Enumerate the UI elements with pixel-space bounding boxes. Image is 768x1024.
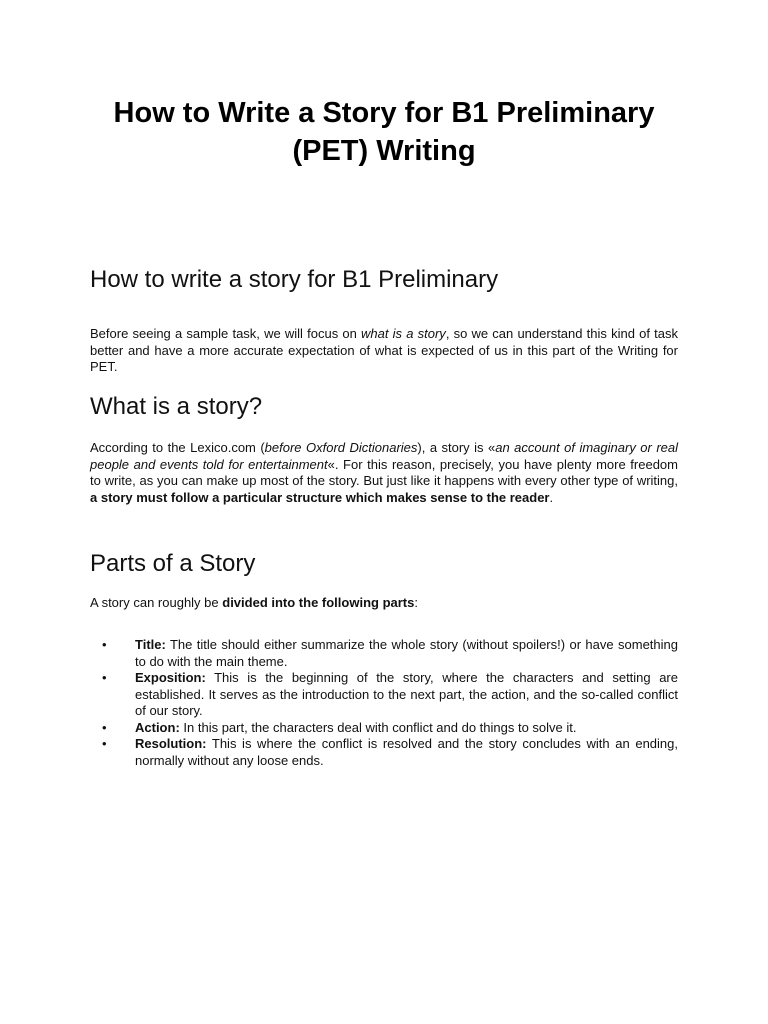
list-item-title (90, 637, 678, 670)
list-item-resolution (90, 736, 678, 769)
text-span: «. For this reason, precisely, you have plenty more freedom to write, as you can make up most of the story. But just like it happens with every other type of writing, (90, 456, 678, 488)
text-span: . (549, 489, 554, 505)
heading-what-is-a-story: What is a story? (90, 393, 263, 420)
list-item-exposition (90, 670, 678, 720)
parts-list (90, 637, 678, 769)
list-text: The title should either summarize the whole story (without spoilers!) or have something to do with the main theme. (135, 637, 678, 669)
text-span: Before seeing a sample task, we will focus on (90, 326, 362, 341)
bullet-icon: • (102, 736, 107, 751)
list-term: Resolution: (135, 736, 207, 751)
paragraph-parts-intro (90, 595, 678, 612)
bullet-icon: • (102, 637, 107, 652)
text-span: , so we can understand this kind of task better and have a more accurate expectation of what is expected of us in this part of the Writing for PET. (90, 326, 678, 374)
list-text: This is the beginning of the story, where the characters and setting are established. It serves as the introduction to the next part, the action, and the so-called conflict of our story. (135, 670, 678, 718)
heading-parts-of-a-story: Parts of a Story (90, 550, 256, 577)
emphasis-source: before Oxford Dictionaries (264, 440, 418, 455)
list-term: Action: (135, 719, 180, 735)
bullet-icon: • (102, 670, 107, 685)
list-item-action (90, 720, 678, 737)
paragraph-what-is-a-story (90, 440, 678, 506)
list-text: This is where the conflict is resolved and the story concludes with an ending, normally without any loose ends. (135, 736, 678, 768)
emphasis-what-is-a-story: what is a story (361, 326, 446, 341)
paragraph-intro (90, 326, 678, 376)
document-title: How to Write a Story for B1 Preliminary (PET) Writing (113, 97, 655, 167)
list-term: Exposition: (135, 670, 206, 685)
bold-divided-parts: divided into the following parts (222, 595, 415, 610)
bold-structure-note: a story must follow a particular structure which makes sense to the reader (90, 489, 550, 505)
text-span: A story can roughly be (90, 595, 223, 610)
text-span: : (414, 595, 418, 610)
heading-how-to-write: How to write a story for B1 Preliminary (90, 266, 499, 293)
emphasis-definition: an account of imaginary or real people and events told for entertainment (90, 440, 678, 472)
bullet-icon: • (102, 719, 107, 735)
text-span: ), a story is « (417, 440, 496, 455)
list-term: Title: (135, 637, 166, 652)
text-span: According to the Lexico.com ( (90, 440, 265, 455)
list-text: In this part, the characters deal with conflict and do things to solve it. (179, 719, 577, 735)
